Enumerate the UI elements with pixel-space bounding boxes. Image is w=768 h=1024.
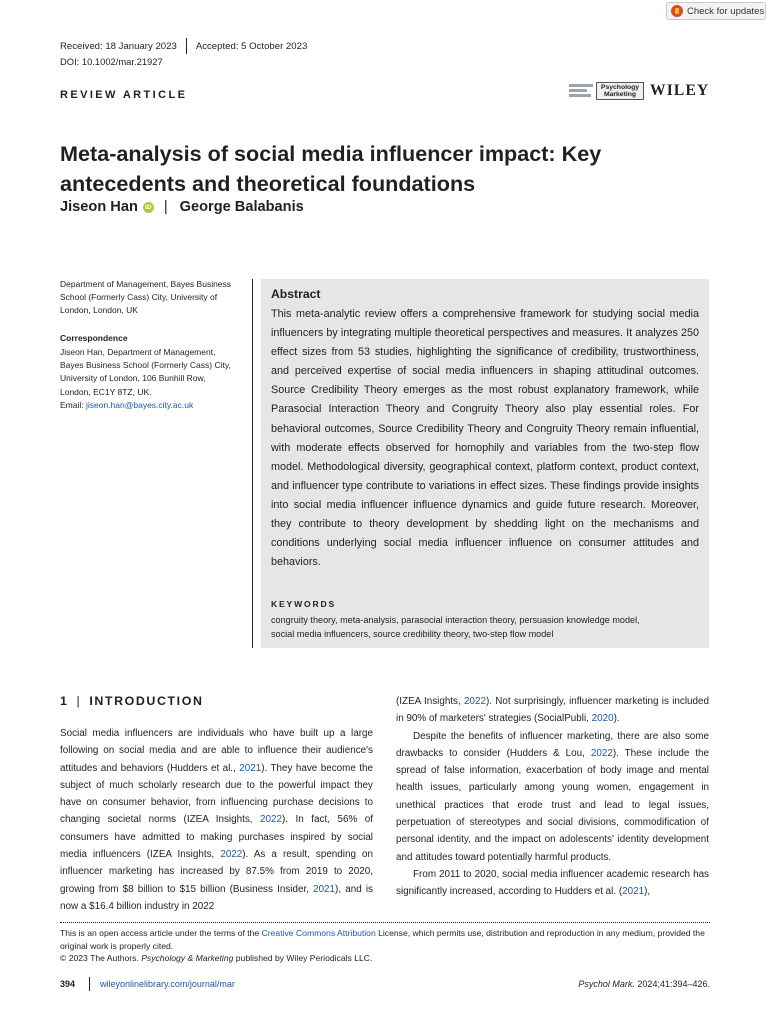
body-text: ), and is now a $16.4 billion industry in 2022 — [60, 883, 373, 912]
correspondence-address — [60, 346, 245, 412]
email-link[interactable]: jiseon.han@bayes.city.ac.uk — [85, 399, 194, 410]
copyright — [60, 953, 372, 963]
accepted-date: Accepted: 5 October 2023 — [195, 40, 308, 52]
body-text: (IZEA Insights, — [396, 696, 464, 707]
author-second[interactable]: George Balabanis — [179, 199, 304, 215]
footer-divider — [60, 922, 710, 923]
citation-link[interactable]: 2020 — [591, 713, 614, 725]
citation-link[interactable]: 2021 — [239, 762, 262, 774]
article-title-line2: antecedents and theoretical foundations — [60, 171, 476, 196]
section-heading-introduction — [60, 694, 204, 708]
citation-link[interactable]: 2022 — [464, 696, 486, 707]
keywords-heading: KEYWORDS — [271, 599, 337, 609]
body-text: ), — [644, 886, 651, 898]
citation-link[interactable]: 2022 — [220, 849, 243, 861]
email-label: Email: — [60, 399, 86, 410]
body-text: ). They have become the subject of much scholarly research due to the powerful impact they have on consumer behavior, from influencing purchase decisions to changing societal norms (IZEA Insights, — [60, 762, 374, 826]
footer-separator — [89, 977, 90, 991]
journal-citation — [578, 979, 710, 989]
intro-left-column — [60, 725, 373, 915]
keywords-list — [271, 613, 699, 641]
article-type: REVIEW ARTICLE — [60, 89, 188, 101]
keywords-line2: social media influencers, source credibility theory, two-step flow model — [271, 629, 554, 639]
doi: DOI: 10.1002/mar.21927 — [60, 56, 163, 67]
check-updates-label: Check for updates — [687, 5, 765, 17]
check-updates-icon — [671, 5, 683, 17]
citation-link[interactable]: 2021 — [313, 883, 336, 895]
body-text: Social media influencers are individuals who have built up a large following on social media and are able to influence their audience's attitudes and behaviors (Hudders et al., — [60, 728, 373, 774]
citation-link[interactable]: 2022 — [260, 814, 283, 826]
open-access-notice — [60, 927, 710, 953]
body-text: ). — [613, 713, 620, 725]
body-text: ). These include the spread of false information, exacerbation of body image and mental health issues, particularly among young women, engagement in unethical practices that erode trust and lead to legal issues, perpetuation of stereotypes and social divisions, commodification of personal identity, and the impact on adolescents' identity development and attitudes toward potentially harmful products. — [396, 747, 709, 863]
correspondence-line: Jiseon Han, Department of Management, — [60, 347, 216, 357]
article-title — [60, 139, 700, 199]
intro-paragraph — [396, 693, 709, 728]
journal-logo-line1: Psychology — [600, 84, 640, 91]
author-list — [60, 199, 304, 215]
journal-logo-bars-icon — [569, 82, 595, 100]
copyright-text: © 2023 The Authors. — [60, 953, 142, 963]
article-dates — [60, 38, 307, 54]
correspondence-heading: Correspondence — [60, 333, 128, 343]
abstract-divider — [252, 279, 253, 648]
dates-divider — [186, 38, 187, 54]
article-title-line1: Meta-analysis of social media influencer impact: Key — [60, 141, 602, 166]
intro-right-column — [396, 693, 709, 901]
license-text: License, which permits use, distribution and reproduction in any medium, provided the original work is properly cited. — [60, 928, 705, 952]
orcid-icon[interactable]: iD — [143, 202, 154, 213]
keywords-line1: congruity theory, meta-analysis, parasocial interaction theory, persuasion knowledge model, — [271, 615, 640, 625]
copyright-journal: Psychology & Marketing — [141, 953, 234, 963]
section-separator: | — [76, 694, 82, 708]
journal-url-link[interactable]: wileyonlinelibrary.com/journal/mar — [100, 979, 235, 989]
wiley-logo: WILEY — [650, 82, 710, 99]
body-text: ). Not surprisingly, influencer marketing is included in 90% of marketers' strategies (SocialPubli, — [396, 696, 709, 725]
publisher-logo[interactable] — [569, 82, 709, 100]
affiliation: Department of Management, Bayes Business School (Formerly Cass) City, University of London, London, UK — [60, 279, 232, 316]
intro-paragraph — [60, 725, 373, 915]
correspondence-line: University of London, 106 Bunhill Row, — [60, 373, 206, 384]
body-text: ). As a result, spending on influencer marketing has increased by 87.5% from 2019 to 2020, growing from $8 billion to $15 billion (Business Insider, — [60, 849, 374, 895]
section-title: INTRODUCTION — [89, 694, 204, 708]
correspondence-line: Bayes Business School (Formerly Cass) City, — [60, 360, 231, 371]
license-link[interactable]: Creative Commons Attribution — [261, 928, 376, 938]
author-separator: | — [163, 199, 168, 215]
abstract-heading: Abstract — [271, 287, 321, 301]
page-number: 394 — [60, 979, 76, 989]
body-text: ). In fact, 56% of consumers have admitted to making purchases inspired by social media influencers (IZEA Insights, — [60, 814, 374, 861]
section-number: 1 — [60, 694, 69, 708]
citation-volume: 2024;41:394–426. — [634, 979, 710, 989]
body-text: Despite the benefits of influencer marketing, there are also some drawbacks to consider (Hudders & Lou, — [396, 730, 709, 759]
correspondence-line: London, EC1Y 8TZ, UK. — [60, 386, 152, 397]
citation-link[interactable]: 2022 — [590, 747, 613, 759]
check-for-updates-button[interactable] — [666, 2, 766, 20]
journal-logo-line2: Marketing — [603, 91, 637, 98]
copyright-text: published by Wiley Periodicals LLC. — [233, 953, 373, 963]
journal-logo — [596, 82, 644, 100]
body-text: From 2011 to 2020, social media influencer academic research has significantly increased, according to Hudders et al. ( — [396, 868, 709, 898]
intro-paragraph — [396, 866, 709, 901]
abstract-text: This meta-analytic review offers a comprehensive framework for studying social media influencers by integrating multiple theoretical perspectives and measures. It analyzes 250 effect sizes from 53 studies, highlighting the significance of credibility, trustworthiness, and perceived expertise of social media influencers in shaping attitudinal outcomes. Source Credibility Theory emerges as the most robust explanatory framework, while Parasocial Interaction Theory and Congruity Theory also play essential roles. For behavioral outcomes, Source Credibility Theory and Congruity Theory remain influential, with moderate effects observed for homophily and variables from the two-step flow model. Methodological diversity, geographical context, platform context, product context, and influencer type contribute to variations in effect sizes. These findings provide insights into social media influencer influence dynamics and guide future research. Moreover, they contribute to theory development by shedding light on the mechanisms and conditions underlying social media influencer influence on consumer attitudes and behaviors. — [271, 308, 699, 569]
intro-paragraph — [396, 728, 709, 866]
citation-link[interactable]: 2021 — [622, 886, 645, 898]
correspondence-email-line — [60, 399, 245, 412]
license-text: This is an open access article under the terms of the — [60, 928, 262, 938]
author-first[interactable]: Jiseon Han — [60, 199, 138, 215]
received-date: Received: 18 January 2023 — [60, 40, 177, 52]
journal-abbrev: Psychol Mark. — [578, 979, 635, 989]
